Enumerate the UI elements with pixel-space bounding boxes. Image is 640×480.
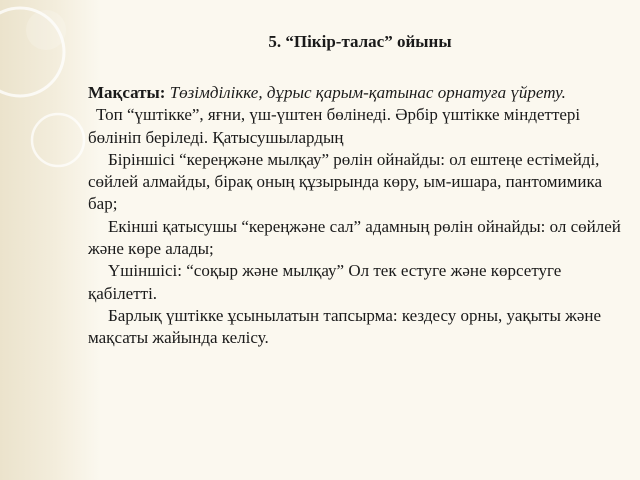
paragraph-task: Барлық үштікке ұсынылатын тапсырма: кездесу орны, уақыты және мақсаты жайында келісу. bbox=[88, 305, 602, 348]
paragraph-groups: Топ “үштікке”, яғни, үш-үштен бөлінеді. Әрбір үштікке міндеттері бөлініп беріледі. Қатысушылардың bbox=[88, 105, 581, 147]
aim-text: Төзімділікке, дұрыс қарым-қатынас орнатуға үйрету. bbox=[169, 83, 566, 102]
slide-body bbox=[88, 82, 628, 350]
paragraph-second-participant: Екінші қатысушы “кереңжәне сал” адамның рөлін ойнайды: ол сөйлей және көре алады; bbox=[88, 216, 621, 259]
paragraph-third-participant: Үшіншісі: “соқыр және мылқау” Ол тек естуге және көрсетуге қабілетті. bbox=[88, 261, 562, 303]
aim-paragraph bbox=[88, 82, 628, 104]
aim-label: Мақсаты: bbox=[88, 83, 166, 102]
slide-title: 5. “Пікір-талас” ойыны bbox=[268, 32, 452, 51]
paragraph-first-participant: Біріншісі “кереңжәне мылқау” рөлін ойнайды: ол ештеңе естімейді, сөйлей алмайды, бірақ оның құзырында көру, ым-ишара, пантомимика бар; bbox=[88, 149, 603, 214]
